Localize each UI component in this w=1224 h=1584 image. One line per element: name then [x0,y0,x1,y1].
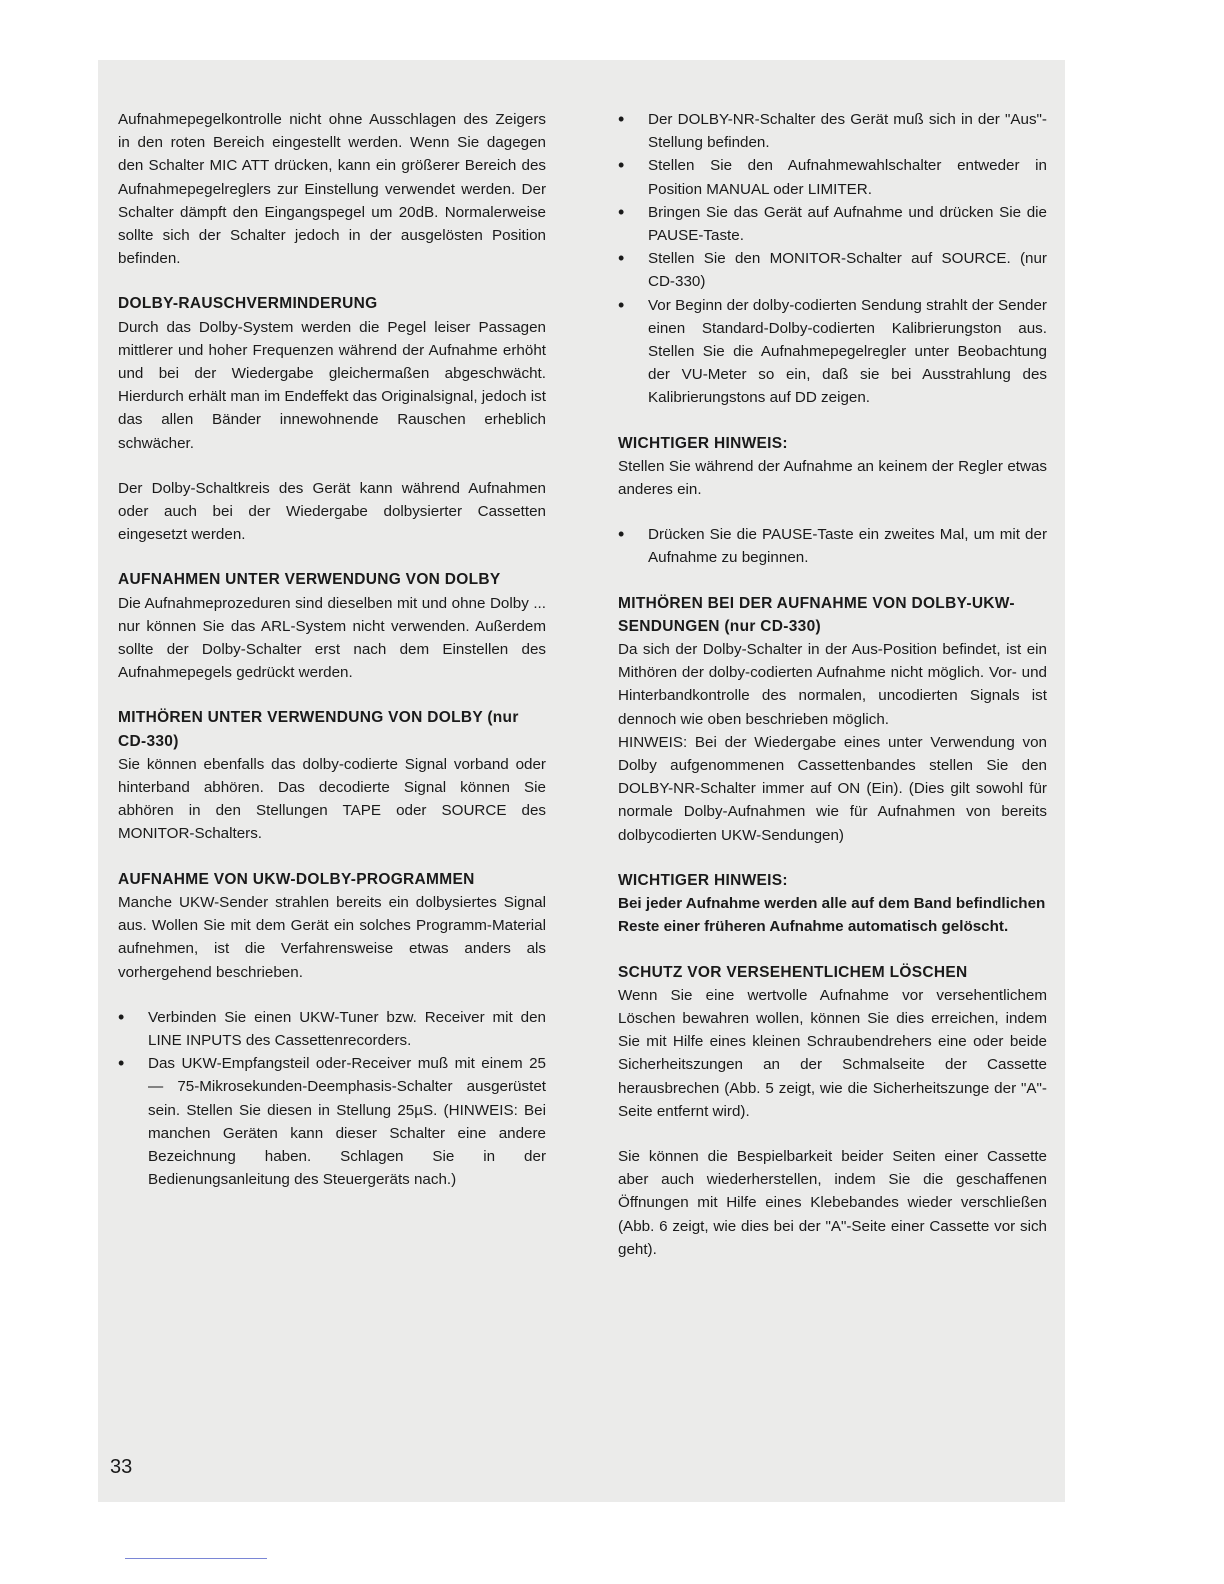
fm-dolby-paragraph: Manche UKW-Sender strahlen bereits ein dolbysiertes Signal aus. Wollen Sie mit dem Gerät ein solches Programm-Material aufnehmen, ist die Verfahrensweise etwas anders als vorhergehend beschrieben. [118,893,546,981]
bullet-item: • Stellen Sie den MONITOR-Schalter auf SOURCE. (nur CD-330) [618,247,1047,293]
bullet-item: • Der DOLBY-NR-Schalter des Gerät muß sich in der "Aus"-Stellung befinden. [618,108,1047,154]
dolby-nr-paragraph-1: Durch das Dolby-System werden die Pegel leiser Passagen mittlerer und hoher Frequenzen während der Aufnahme erhöht und bei der Wiedergabe gleichermaßen abgeschwächt. Hierdurch erhält man im Endeffekt das Originalsignal, jedoch ist das allen Bänder innewohnende Rauschen erheblich schwächer. [118,318,546,452]
important-note-2-heading: WICHTIGER HINWEIS: [618,871,788,889]
monitoring-fm-note: HINWEIS: Bei der Wiedergabe eines unter Verwendung von Dolby aufgenommenen Cassettenbandes stellen Sie den DOLBY-NR-Schalter immer auf ON (Ein). (Dies gilt sowohl für normale Dolby-Aufnahmen wie für Aufnahmen von bereits dolbycodierten UKW-Sendungen) [618,733,1047,844]
bullet-item: • Verbinden Sie einen UKW-Tuner bzw. Receiver mit den LINE INPUTS des Cassettenrecorders. [118,1006,546,1052]
recording-dolby-heading: AUFNAHMEN UNTER VERWENDUNG VON DOLBY [118,571,501,589]
right-column [618,108,1047,1283]
important-note-2-paragraph: Bei jeder Aufnahme werden alle auf dem Band befindlichen Reste einer früheren Aufnahme automatisch gelöscht. [618,895,1046,936]
fm-dolby-bullet-list [118,1006,546,1192]
erase-protection-heading: SCHUTZ VOR VERSEHENTLICHEM LÖSCHEN [618,963,968,981]
intro-paragraph: Aufnahmepegelkontrolle nicht ohne Ausschlagen des Zeigers in den roten Bereich eingestellt werden. Wenn Sie dagegen den Schalter MIC ATT drücken, kann ein größerer Bereich des Aufnahmepegelreglers zur Einstellung verwendet werden. Der Schalter dämpft den Eingangspegel um 20dB. Normalerweise sollte sich der Schalter jedoch in der ausgelösten Position befinden. [118,111,546,268]
bullet-item: • Vor Beginn der dolby-codierten Sendung strahlt der Sender einen Standard-Dolby-codierten Kalibrierungston aus. Stellen Sie die Aufnahmepegelregler unter Beobachtung der VU-Meter so ein, daß sie bei Ausstrahlung des Kalibrierungstons auf DD zeigen. [618,294,1047,410]
scanned-page [98,60,1065,1502]
left-column [118,108,546,1213]
bullet-item: • Bringen Sie das Gerät auf Aufnahme und drücken Sie die PAUSE-Taste. [618,201,1047,247]
monitoring-dolby-heading: MITHÖREN UNTER VERWENDUNG VON DOLBY (nur CD-330) [118,709,519,750]
important-note-paragraph: Stellen Sie während der Aufnahme an keinem der Regler etwas anderes ein. [618,457,1047,499]
recording-dolby-paragraph: Die Aufnahmeprozeduren sind dieselben mit und ohne Dolby ... nur können Sie das ARL-System nicht verwenden. Außerdem sollte der Dolby-Schalter erst nach dem Einstellen des Aufnahmepegels gedrückt werden. [118,594,546,682]
important-note-heading: WICHTIGER HINWEIS: [618,434,788,452]
fm-dolby-heading: AUFNAHME VON UKW-DOLBY-PROGRAMMEN [118,870,475,888]
pause-bullet-list [618,523,1047,569]
monitoring-dolby-paragraph: Sie können ebenfalls das dolby-codierte Signal vorband oder hinterband abhören. Das decodierte Signal können Sie abhören in den Stellungen TAPE oder SOURCE des MONITOR-Schalters. [118,755,546,843]
bullet-item: • Das UKW-Empfangsteil oder-Receiver muß mit einem 25 — 75-Mikrosekunden-Deemphasis-Schalter ausgerüstet sein. Stellen Sie diesen in Stellung 25µS. (HINWEIS: Bei manchen Geräten kann dieser Schalter eine andere Bezeichnung haben. Schlagen Sie in der Bedienungsanleitung des Steuergeräts nach.) [118,1052,546,1191]
dolby-nr-heading: DOLBY-RAUSCHVERMINDERUNG [118,295,378,313]
monitoring-fm-paragraph: Da sich der Dolby-Schalter in der Aus-Position befindet, ist ein Mithören der dolby-codierten Aufnahme nicht möglich. Vor- und Hinterbandkontrolle des normalen, uncodierten Signals ist dennoch wie oben beschrieben möglich. [618,641,1047,728]
footer-divider [125,1558,267,1559]
monitoring-fm-heading: MITHÖREN BEI DER AUFNAHME VON DOLBY-UKW-SENDUNGEN (nur CD-330) [618,594,1015,635]
page-number: 33 [110,1456,133,1478]
erase-protection-paragraph-1: Wenn Sie eine wertvolle Aufnahme vor versehentlichem Löschen bewahren wollen, können Sie dies erreichen, indem Sie mit Hilfe eines kleinen Schraubendrehers eine oder beide Sicherheitszungen an der Schmalseite der Cassette herausbrechen (Abb. 5 zeigt, wie die Sicherheitszunge der "A"-Seite entfernt wird). [618,986,1047,1120]
bullet-item: • Drücken Sie die PAUSE-Taste ein zweites Mal, um mit der Aufnahme zu beginnen. [618,523,1047,569]
procedure-bullet-list [618,108,1047,410]
bullet-item: • Stellen Sie den Aufnahmewahlschalter entweder in Position MANUAL oder LIMITER. [618,154,1047,200]
erase-protection-paragraph-2: Sie können die Bespielbarkeit beider Seiten einer Cassette aber auch wiederherstellen, indem Sie die geschaffenen Öffnungen mit Hilfe eines Klebebandes wieder verschließen (Abb. 6 zeigt, wie dies bei der "A"-Seite einer Cassette vor sich geht). [618,1147,1047,1258]
dolby-nr-paragraph-2: Der Dolby-Schaltkreis des Gerät kann während Aufnahmen oder auch bei der Wiedergabe dolbysierter Cassetten eingesetzt werden. [118,479,546,544]
